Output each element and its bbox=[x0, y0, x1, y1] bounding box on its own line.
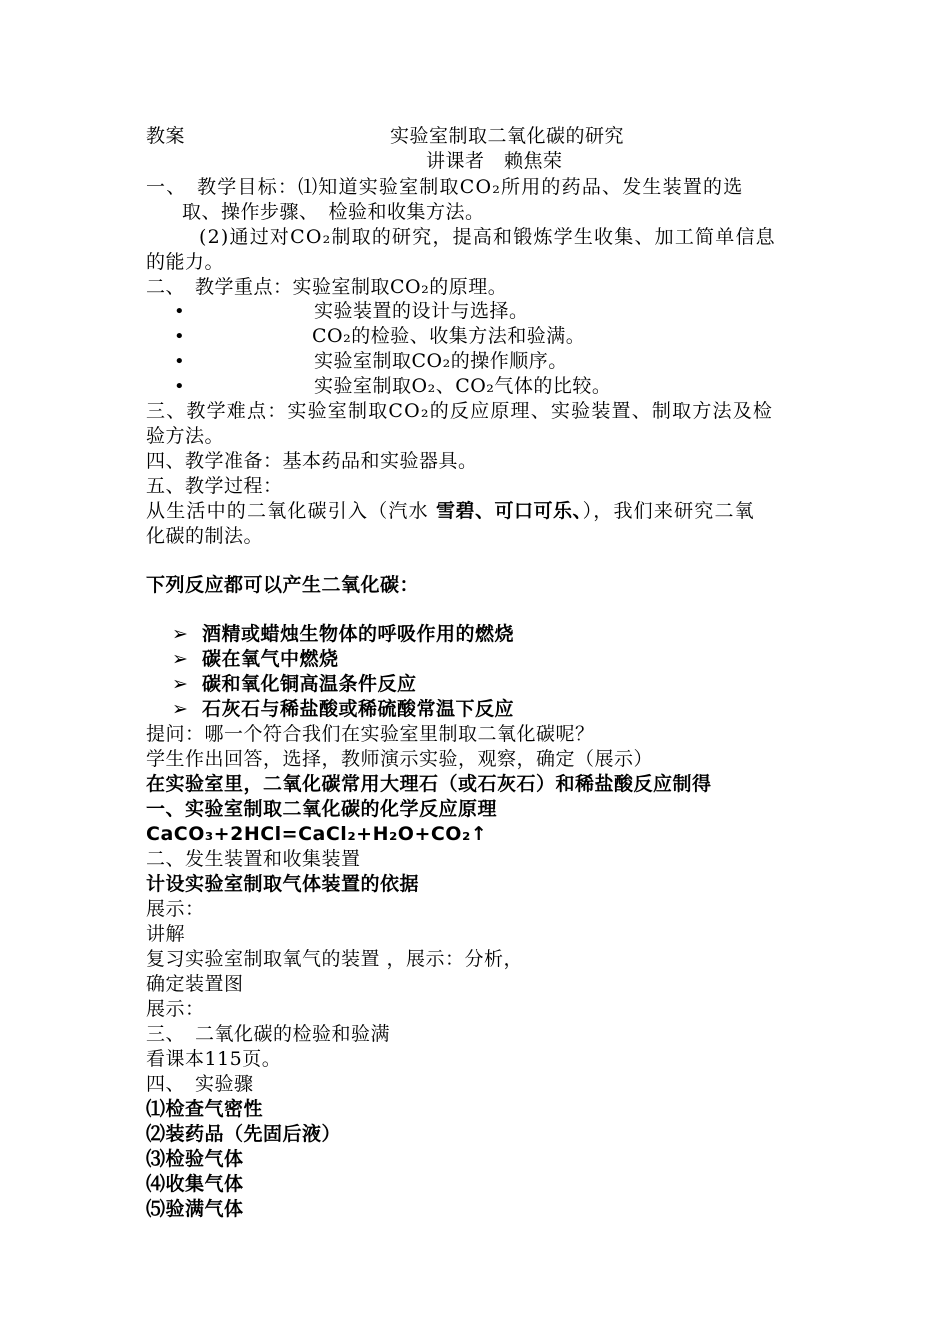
difficulties-line-2: 验方法。 bbox=[146, 425, 225, 447]
section-4-heading: 四、 实验骤 bbox=[146, 1073, 254, 1095]
textbook-ref: 看课本115页。 bbox=[146, 1048, 282, 1070]
process-head: 五、教学过程： bbox=[146, 475, 283, 497]
step-item: ⑸验满气体 bbox=[146, 1198, 244, 1220]
keypoint-item bbox=[0, 324, 950, 349]
keypoints-head: 二、 教学重点：实验室制取CO₂的原理。 bbox=[146, 276, 508, 298]
doc-label: 教案 bbox=[146, 125, 186, 147]
question: 提问：哪一个符合我们在实验室里制取二氧化碳呢？ bbox=[146, 723, 595, 745]
keypoint-text: CO₂的检验、收集方法和验满。 bbox=[312, 325, 586, 347]
keypoint-text: 实验装置的设计与选择。 bbox=[314, 300, 529, 322]
bullet-icon: • bbox=[174, 376, 186, 397]
show-label-2: 展示： bbox=[146, 998, 205, 1020]
reaction-text: 碳和氧化铜高温条件反应 bbox=[202, 673, 417, 695]
preparation: 四、教学准备：基本药品和实验器具。 bbox=[146, 450, 478, 472]
reaction-item bbox=[0, 622, 950, 647]
bullet-icon: • bbox=[174, 301, 186, 322]
show-label-1: 展示： bbox=[146, 898, 205, 920]
objectives-line-1: 一、 教学目标：⑴知道实验室制取CO₂所用的药品、发生装置的选 bbox=[146, 176, 744, 198]
keypoint-text: 实验室制取CO₂的操作顺序。 bbox=[314, 350, 568, 372]
bullet-icon: • bbox=[174, 326, 186, 347]
review-text: 复习实验室制取氧气的装置 ，展示：分析， bbox=[146, 948, 524, 970]
reactions-head: 下列反应都可以产生二氧化碳： bbox=[146, 574, 420, 596]
keypoint-item bbox=[0, 349, 950, 374]
step-item: ⑷收集气体 bbox=[146, 1173, 244, 1195]
intro-text-a: 从生活中的二氧化碳引入（汽水 bbox=[146, 500, 437, 522]
objectives-line-4: 的能力。 bbox=[146, 251, 225, 273]
objectives-line-2: 取、操作步骤、 检验和收集方法。 bbox=[182, 201, 485, 223]
step-item: ⑶检验气体 bbox=[146, 1148, 244, 1170]
reaction-text: 酒精或蜡烛生物体的呼吸作用的燃烧 bbox=[202, 623, 515, 645]
lecturer: 讲课者 赖焦荣 bbox=[426, 150, 563, 172]
intro-line-2: 化碳的制法。 bbox=[146, 525, 264, 547]
conclusion: 在实验室里，二氧化碳常用大理石（或石灰石）和稀盐酸反应制得 bbox=[146, 773, 712, 795]
step-item: ⑴检查气密性 bbox=[146, 1098, 264, 1120]
lecturer-row bbox=[146, 149, 816, 174]
arrow-bullet-icon: ➢ bbox=[172, 698, 189, 720]
intro-text-c: ），我们来研究二氧 bbox=[582, 500, 755, 522]
answer: 学生作出回答，选择，教师演示实验，观察，确定（展示） bbox=[146, 748, 654, 770]
arrow-bullet-icon: ➢ bbox=[172, 648, 189, 670]
reaction-text: 石灰石与稀盐酸或稀硫酸常温下反应 bbox=[202, 698, 515, 720]
arrow-bullet-icon: ➢ bbox=[172, 623, 189, 645]
confirm-text: 确定装置图 bbox=[146, 973, 244, 995]
arrow-bullet-icon: ➢ bbox=[172, 673, 189, 695]
bullet-icon: • bbox=[174, 351, 186, 372]
chemical-equation: CaCO₃+2HCl=CaCl₂+H₂O+CO₂↑ bbox=[146, 823, 488, 845]
step-item: ⑵装药品（先固后液） bbox=[146, 1123, 342, 1145]
intro-line-1 bbox=[146, 499, 816, 524]
difficulties-line-1: 三、教学难点：实验室制取CO₂的反应原理、实验装置、制取方法及检 bbox=[146, 400, 774, 422]
reaction-item bbox=[0, 647, 950, 672]
reaction-item bbox=[0, 697, 950, 722]
explain-label: 讲解 bbox=[146, 923, 186, 945]
intro-text-b: 雪碧、可口可乐、 bbox=[436, 500, 583, 522]
reaction-item bbox=[0, 672, 950, 697]
objectives-line-3: (2)通过对CO₂制取的研究，提高和锻炼学生收集、加工简单信息 bbox=[199, 226, 776, 248]
section-1-heading: 一、实验室制取二氧化碳的化学反应原理 bbox=[146, 798, 498, 820]
doc-title: 实验室制取二氧化碳的研究 bbox=[390, 125, 625, 147]
keypoint-text: 实验室制取O₂、CO₂气体的比较。 bbox=[314, 375, 612, 397]
keypoint-item bbox=[0, 299, 950, 324]
header-row bbox=[146, 124, 816, 149]
reaction-text: 碳在氧气中燃烧 bbox=[202, 648, 339, 670]
section-2-heading: 二、发生装置和收集装置 bbox=[146, 848, 361, 870]
design-basis: 计设实验室制取气体装置的依据 bbox=[146, 873, 420, 895]
keypoint-item bbox=[0, 374, 950, 399]
section-3-heading: 三、 二氧化碳的检验和验满 bbox=[146, 1023, 391, 1045]
